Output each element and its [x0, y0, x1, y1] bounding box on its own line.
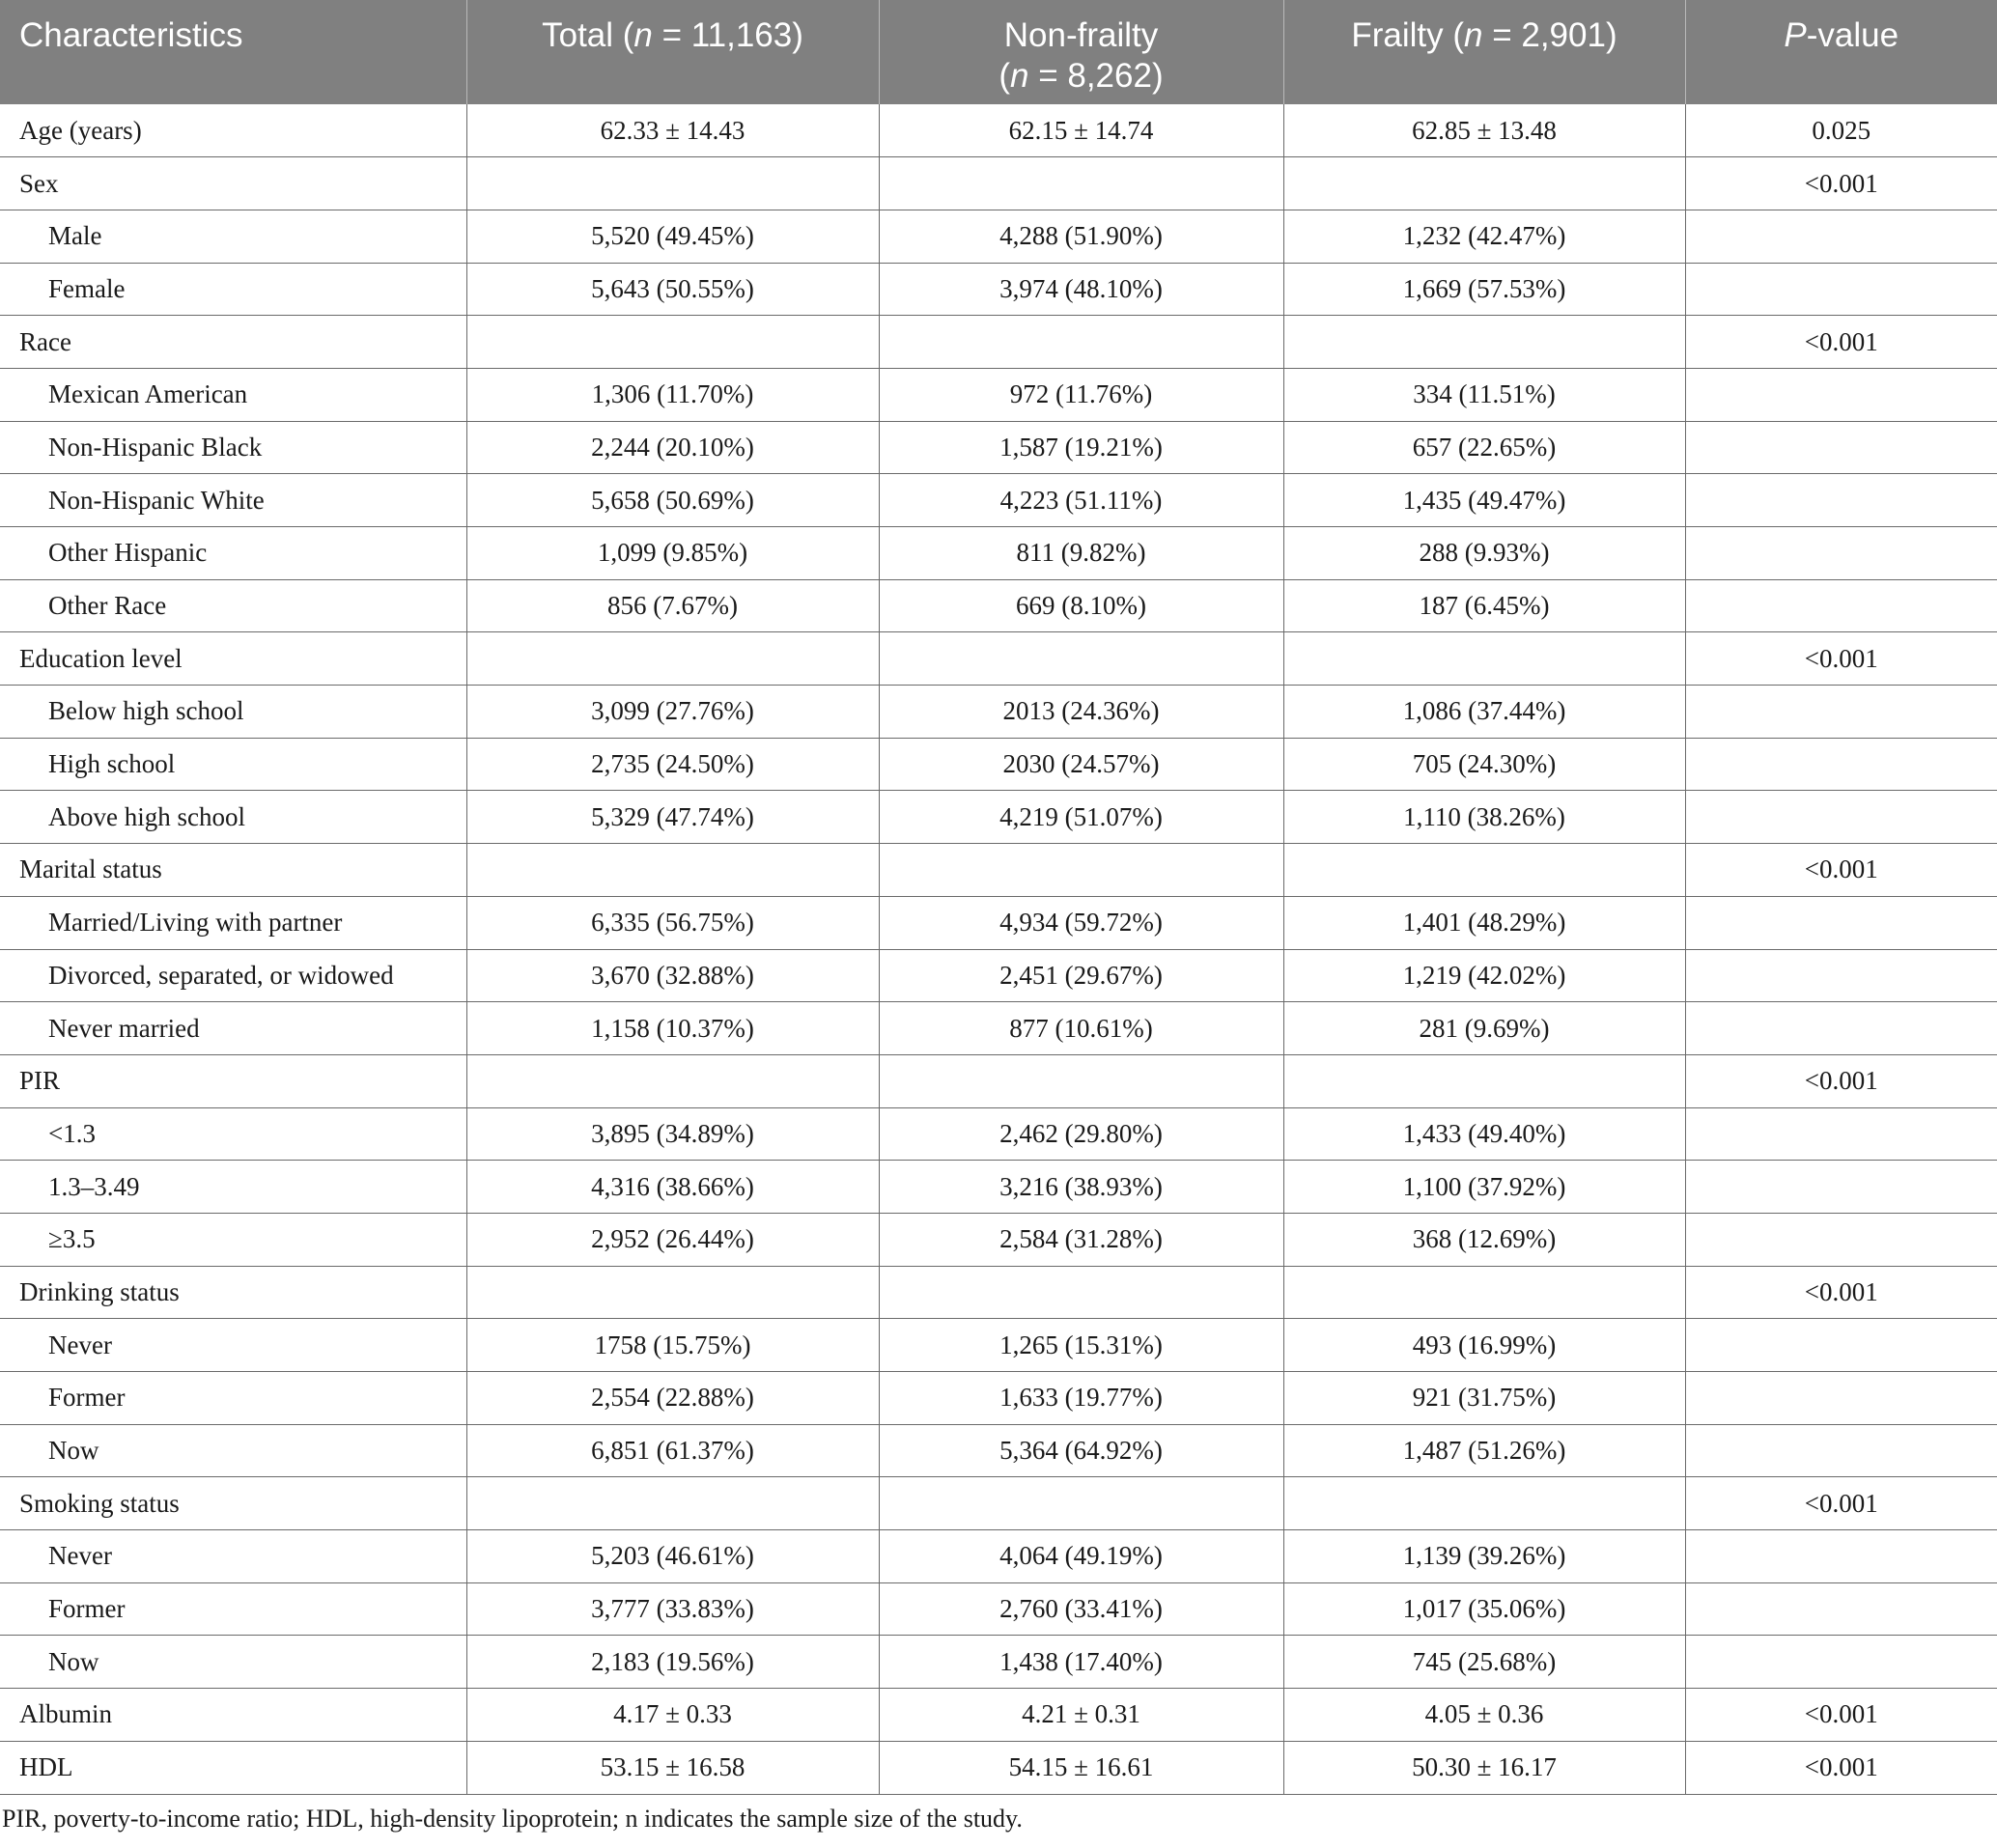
cell-frailty: 334 (11.51%): [1283, 368, 1685, 421]
row-label: High school: [0, 738, 466, 791]
cell-nonfrailty: [879, 1266, 1283, 1319]
row-label: Former: [0, 1372, 466, 1425]
cell-frailty: 1,487 (51.26%): [1283, 1424, 1685, 1477]
header-frailty: [1283, 0, 1685, 104]
cell-total: 5,329 (47.74%): [466, 791, 879, 844]
table-row: [0, 1002, 1997, 1055]
table-row: [0, 1107, 1997, 1161]
cell-total: 53.15 ± 16.58: [466, 1741, 879, 1794]
cell-nonfrailty: 5,364 (64.92%): [879, 1424, 1283, 1477]
row-label: Now: [0, 1636, 466, 1689]
cell-frailty: 921 (31.75%): [1283, 1372, 1685, 1425]
cell-pvalue: [1685, 949, 1997, 1002]
cell-nonfrailty: [879, 844, 1283, 897]
table-row: [0, 263, 1997, 316]
cell-frailty: 745 (25.68%): [1283, 1636, 1685, 1689]
cell-frailty: 1,401 (48.29%): [1283, 896, 1685, 949]
cell-nonfrailty: [879, 316, 1283, 369]
header-nonfrailty-n: n: [1010, 57, 1029, 95]
row-label: <1.3: [0, 1107, 466, 1161]
cell-pvalue: <0.001: [1685, 1266, 1997, 1319]
cell-nonfrailty: [879, 1054, 1283, 1107]
cell-frailty: 288 (9.93%): [1283, 527, 1685, 580]
cell-nonfrailty: 972 (11.76%): [879, 368, 1283, 421]
cell-pvalue: [1685, 1636, 1997, 1689]
row-label: Smoking status: [0, 1477, 466, 1530]
cell-nonfrailty: 669 (8.10%): [879, 579, 1283, 632]
cell-nonfrailty: 62.15 ± 14.74: [879, 104, 1283, 157]
cell-pvalue: [1685, 579, 1997, 632]
row-label: 1.3–3.49: [0, 1161, 466, 1214]
row-label: Male: [0, 210, 466, 263]
table-header: [0, 0, 1997, 104]
cell-total: 4.17 ± 0.33: [466, 1689, 879, 1742]
cell-pvalue: [1685, 263, 1997, 316]
row-label: Other Hispanic: [0, 527, 466, 580]
cell-nonfrailty: 4.21 ± 0.31: [879, 1689, 1283, 1742]
cell-frailty: 281 (9.69%): [1283, 1002, 1685, 1055]
cell-pvalue: <0.001: [1685, 1741, 1997, 1794]
cell-nonfrailty: 2,584 (31.28%): [879, 1213, 1283, 1266]
cell-total: 1,099 (9.85%): [466, 527, 879, 580]
cell-frailty: [1283, 1054, 1685, 1107]
cell-frailty: 368 (12.69%): [1283, 1213, 1685, 1266]
table-row: [0, 686, 1997, 739]
cell-pvalue: 0.025: [1685, 104, 1997, 157]
header-characteristics: [0, 0, 466, 104]
cell-nonfrailty: 4,219 (51.07%): [879, 791, 1283, 844]
cell-total: 6,851 (61.37%): [466, 1424, 879, 1477]
cell-frailty: [1283, 1266, 1685, 1319]
row-label: ≥3.5: [0, 1213, 466, 1266]
cell-nonfrailty: 2,462 (29.80%): [879, 1107, 1283, 1161]
cell-frailty: 1,669 (57.53%): [1283, 263, 1685, 316]
row-label: Other Race: [0, 579, 466, 632]
table-row: [0, 1530, 1997, 1583]
header-frailty-prefix: Frailty (: [1351, 16, 1465, 54]
cell-pvalue: [1685, 686, 1997, 739]
cell-total: 2,952 (26.44%): [466, 1213, 879, 1266]
cell-total: 3,777 (33.83%): [466, 1582, 879, 1636]
cell-pvalue: [1685, 1107, 1997, 1161]
header-row: [0, 0, 1997, 104]
cell-pvalue: [1685, 738, 1997, 791]
cell-nonfrailty: 4,288 (51.90%): [879, 210, 1283, 263]
cell-frailty: 1,219 (42.02%): [1283, 949, 1685, 1002]
table-row: [0, 949, 1997, 1002]
cell-total: [466, 1477, 879, 1530]
header-pvalue: [1685, 0, 1997, 104]
cell-total: 1,306 (11.70%): [466, 368, 879, 421]
cell-total: [466, 844, 879, 897]
row-label: Never: [0, 1319, 466, 1372]
cell-total: 856 (7.67%): [466, 579, 879, 632]
cell-frailty: 1,100 (37.92%): [1283, 1161, 1685, 1214]
header-total-prefix: Total (: [542, 16, 634, 54]
table-row: [0, 157, 1997, 210]
cell-pvalue: [1685, 1424, 1997, 1477]
cell-pvalue: <0.001: [1685, 632, 1997, 686]
header-characteristics-label: Characteristics: [19, 16, 243, 54]
row-label: Marital status: [0, 844, 466, 897]
cell-pvalue: <0.001: [1685, 1477, 1997, 1530]
cell-total: 2,554 (22.88%): [466, 1372, 879, 1425]
table-row: [0, 579, 1997, 632]
header-total-n: n: [633, 16, 653, 54]
cell-pvalue: [1685, 896, 1997, 949]
table-row: [0, 791, 1997, 844]
header-total: [466, 0, 879, 104]
table-row: [0, 1636, 1997, 1689]
header-pvalue-suffix: -value: [1806, 16, 1899, 54]
table-row: [0, 1689, 1997, 1742]
table-row: [0, 738, 1997, 791]
cell-frailty: [1283, 316, 1685, 369]
row-label: Divorced, separated, or widowed: [0, 949, 466, 1002]
row-label: Female: [0, 263, 466, 316]
row-label: Now: [0, 1424, 466, 1477]
cell-nonfrailty: 2013 (24.36%): [879, 686, 1283, 739]
cell-frailty: 1,110 (38.26%): [1283, 791, 1685, 844]
cell-pvalue: [1685, 421, 1997, 474]
cell-total: 3,670 (32.88%): [466, 949, 879, 1002]
cell-nonfrailty: 811 (9.82%): [879, 527, 1283, 580]
cell-total: 5,203 (46.61%): [466, 1530, 879, 1583]
cell-total: [466, 1266, 879, 1319]
header-nonfrailty-line1: Non-frailty: [1003, 16, 1159, 54]
table-row: [0, 104, 1997, 157]
cell-pvalue: [1685, 1213, 1997, 1266]
table-row: [0, 1477, 1997, 1530]
table-row: [0, 527, 1997, 580]
row-label: Below high school: [0, 686, 466, 739]
cell-nonfrailty: 1,587 (19.21%): [879, 421, 1283, 474]
cell-nonfrailty: 2,760 (33.41%): [879, 1582, 1283, 1636]
cell-total: 2,735 (24.50%): [466, 738, 879, 791]
row-label: Education level: [0, 632, 466, 686]
table-row: [0, 210, 1997, 263]
header-frailty-suffix: = 2,901): [1482, 16, 1617, 54]
table-row: [0, 1213, 1997, 1266]
cell-total: 1,158 (10.37%): [466, 1002, 879, 1055]
table-row: [0, 1266, 1997, 1319]
cell-frailty: 1,139 (39.26%): [1283, 1530, 1685, 1583]
row-label: Age (years): [0, 104, 466, 157]
cell-nonfrailty: 2030 (24.57%): [879, 738, 1283, 791]
table-footnote: PIR, poverty-to-income ratio; HDL, high-density lipoprotein; n indicates the sample size of the study.: [2, 1805, 1023, 1833]
cell-total: 5,643 (50.55%): [466, 263, 879, 316]
row-label: Married/Living with partner: [0, 896, 466, 949]
cell-total: [466, 1054, 879, 1107]
cell-frailty: 187 (6.45%): [1283, 579, 1685, 632]
cell-nonfrailty: 3,974 (48.10%): [879, 263, 1283, 316]
cell-frailty: [1283, 632, 1685, 686]
row-label: Race: [0, 316, 466, 369]
cell-total: 5,520 (49.45%): [466, 210, 879, 263]
cell-pvalue: [1685, 791, 1997, 844]
cell-frailty: 1,017 (35.06%): [1283, 1582, 1685, 1636]
table-row: [0, 1319, 1997, 1372]
row-label: Mexican American: [0, 368, 466, 421]
cell-total: 2,183 (19.56%): [466, 1636, 879, 1689]
cell-nonfrailty: 1,633 (19.77%): [879, 1372, 1283, 1425]
table-row: [0, 1741, 1997, 1794]
header-nonfrailty: Non-frailty (n = 8,262): [879, 0, 1283, 104]
table-row: [0, 1582, 1997, 1636]
header-nonfrailty-suffix: = 8,262): [1028, 57, 1164, 95]
cell-pvalue: [1685, 368, 1997, 421]
cell-total: 1758 (15.75%): [466, 1319, 879, 1372]
cell-frailty: 50.30 ± 16.17: [1283, 1741, 1685, 1794]
table-row: [0, 1161, 1997, 1214]
table-row: [0, 1372, 1997, 1425]
row-label: Non-Hispanic White: [0, 474, 466, 527]
cell-nonfrailty: [879, 632, 1283, 686]
cell-total: 3,895 (34.89%): [466, 1107, 879, 1161]
cell-pvalue: <0.001: [1685, 1689, 1997, 1742]
table-row: [0, 368, 1997, 421]
cell-pvalue: [1685, 474, 1997, 527]
header-frailty-n: n: [1464, 16, 1483, 54]
row-label: Never married: [0, 1002, 466, 1055]
cell-nonfrailty: 4,934 (59.72%): [879, 896, 1283, 949]
cell-nonfrailty: 4,223 (51.11%): [879, 474, 1283, 527]
cell-frailty: 62.85 ± 13.48: [1283, 104, 1685, 157]
table-row: [0, 1054, 1997, 1107]
cell-pvalue: <0.001: [1685, 1054, 1997, 1107]
cell-pvalue: <0.001: [1685, 157, 1997, 210]
cell-frailty: 1,433 (49.40%): [1283, 1107, 1685, 1161]
cell-frailty: 1,435 (49.47%): [1283, 474, 1685, 527]
row-label: Albumin: [0, 1689, 466, 1742]
row-label: Non-Hispanic Black: [0, 421, 466, 474]
table-body: [0, 104, 1997, 1794]
table-row: [0, 421, 1997, 474]
cell-nonfrailty: 54.15 ± 16.61: [879, 1741, 1283, 1794]
cell-frailty: [1283, 1477, 1685, 1530]
row-label: Sex: [0, 157, 466, 210]
cell-total: 62.33 ± 14.43: [466, 104, 879, 157]
cell-nonfrailty: [879, 1477, 1283, 1530]
cell-frailty: 1,086 (37.44%): [1283, 686, 1685, 739]
cell-nonfrailty: 3,216 (38.93%): [879, 1161, 1283, 1214]
cell-pvalue: [1685, 1319, 1997, 1372]
cell-pvalue: <0.001: [1685, 316, 1997, 369]
cell-nonfrailty: 1,438 (17.40%): [879, 1636, 1283, 1689]
header-pvalue-p: P: [1784, 16, 1807, 54]
cell-total: 2,244 (20.10%): [466, 421, 879, 474]
cell-total: 5,658 (50.69%): [466, 474, 879, 527]
cell-pvalue: [1685, 1372, 1997, 1425]
cell-total: [466, 632, 879, 686]
row-label: Drinking status: [0, 1266, 466, 1319]
cell-nonfrailty: [879, 157, 1283, 210]
cell-total: [466, 316, 879, 369]
cell-nonfrailty: 877 (10.61%): [879, 1002, 1283, 1055]
cell-frailty: 705 (24.30%): [1283, 738, 1685, 791]
cell-total: 4,316 (38.66%): [466, 1161, 879, 1214]
cell-frailty: 1,232 (42.47%): [1283, 210, 1685, 263]
cell-frailty: 4.05 ± 0.36: [1283, 1689, 1685, 1742]
cell-frailty: 657 (22.65%): [1283, 421, 1685, 474]
cell-total: 3,099 (27.76%): [466, 686, 879, 739]
cell-frailty: [1283, 844, 1685, 897]
row-label: HDL: [0, 1741, 466, 1794]
cell-nonfrailty: 4,064 (49.19%): [879, 1530, 1283, 1583]
table-row: [0, 632, 1997, 686]
cell-total: 6,335 (56.75%): [466, 896, 879, 949]
cell-pvalue: [1685, 1530, 1997, 1583]
table-row: [0, 844, 1997, 897]
header-total-suffix: = 11,163): [652, 16, 803, 54]
table-row: [0, 316, 1997, 369]
cell-nonfrailty: 1,265 (15.31%): [879, 1319, 1283, 1372]
table-row: [0, 474, 1997, 527]
cell-pvalue: [1685, 1161, 1997, 1214]
cell-pvalue: [1685, 1582, 1997, 1636]
cell-frailty: 493 (16.99%): [1283, 1319, 1685, 1372]
table-row: [0, 896, 1997, 949]
table-row: [0, 1424, 1997, 1477]
row-label: Former: [0, 1582, 466, 1636]
row-label: Never: [0, 1530, 466, 1583]
cell-pvalue: [1685, 210, 1997, 263]
cell-pvalue: [1685, 1002, 1997, 1055]
cell-pvalue: <0.001: [1685, 844, 1997, 897]
cell-total: [466, 157, 879, 210]
row-label: PIR: [0, 1054, 466, 1107]
cell-frailty: [1283, 157, 1685, 210]
row-label: Above high school: [0, 791, 466, 844]
cell-nonfrailty: 2,451 (29.67%): [879, 949, 1283, 1002]
cell-pvalue: [1685, 527, 1997, 580]
